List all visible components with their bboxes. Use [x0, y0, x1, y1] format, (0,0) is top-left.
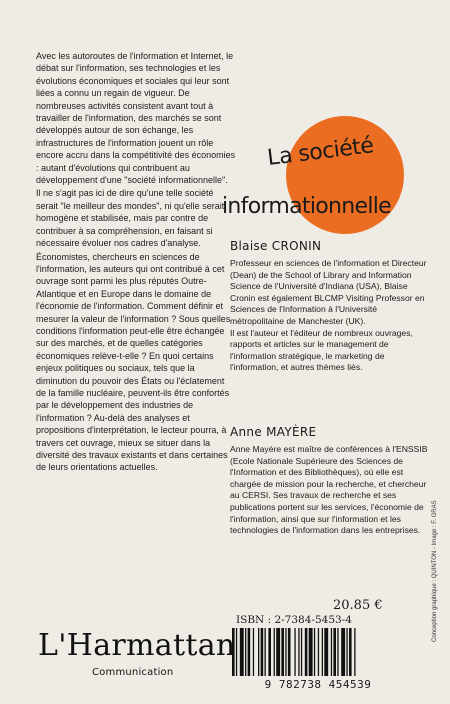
description-text [36, 50, 236, 475]
publisher-collection: Communication [92, 667, 174, 678]
barcode-bar [294, 628, 295, 676]
barcode-bars [228, 628, 408, 678]
barcode-bar [261, 628, 264, 676]
author-name: Anne MAYÈRE [230, 425, 317, 439]
description-paragraph: Il ne s'agit pas ici de dire qu'une telle société serait "le meilleur des mondes", ni qu'elle serait homogène et stabilisée, mais par contre de contribuer à sa compréhension, en faisant si nécessaire évoluer nos cadres d'analyse. [36, 188, 225, 249]
barcode-bar [285, 628, 286, 676]
author-block-cronin [230, 239, 430, 374]
barcode-bar [301, 628, 302, 676]
barcode-bar [240, 628, 244, 676]
barcode-bar [324, 628, 328, 676]
barcode-bar [349, 628, 352, 676]
barcode-bar [281, 628, 284, 676]
title-line-2: informationnelle [222, 194, 392, 219]
design-credit: Conception graphique : QUINTON - Image : F. GRAS [432, 500, 438, 642]
publisher-name: L'Harmattan [38, 628, 236, 663]
description-paragraph: Avec les autoroutes de l'information et Internet, le débat sur l'information, ses technologies et les évolutions économiques et sociales qui leur sont liées a connu un regain de vigueur. De nombreuses activités consistent avant tout à travailler de l'information, des marchés se sont développés autour de son échange, les infrastructures de l'information jouent un rôle encore accru dans la compétitivité des économies : autant d'évolutions qui contribuent au développement d'une "société informationnelle". [36, 51, 236, 186]
author-bio [230, 444, 430, 537]
barcode-bar [288, 628, 291, 676]
author-bio [230, 258, 430, 374]
barcode-bar [346, 628, 347, 676]
barcode-bar [276, 628, 280, 676]
barcode-bar [354, 628, 355, 676]
author-bio-paragraph: Professeur en sciences de l'information et Directeur (Dean) de the School of Library and Information Science de l'Université d'Indiana (USA), Blaise Cronin est également BLCMP Visiting Professor en Sciences de l'Information à l'Université métropolitaine de Manchester (UK). [230, 258, 427, 326]
barcode-bar [331, 628, 332, 676]
barcode-bar [245, 628, 246, 676]
barcode-bar [274, 628, 275, 676]
barcode-bar [337, 628, 338, 676]
author-bio-paragraph: Il est l'auteur et l'éditeur de nombreux ouvrages, rapports et articles sur le management de l'information stratégique, le marketing de l'information, et autres thèmes liés. [230, 327, 413, 373]
title-line-1: La société [265, 133, 375, 171]
barcode-bar [314, 628, 315, 676]
barcode-bar [341, 628, 345, 676]
barcode [228, 628, 408, 694]
price: 20.85 € [333, 598, 383, 613]
isbn: ISBN : 2-7384-5453-4 [236, 614, 352, 626]
description-paragraph: Économistes, chercheurs en sciences de l'information, les auteurs qui ont contribué à cet ouvrage sont parmi les plus réputés Outre-Atlantique et en Europe dans le domaine de l'économie de l'information. Comment définir et mesurer la valeur de l'information ? Sous quelles conditions l'information peut-elle être échangée sur des marchés, et de quelles catégories économiques relève-t-elle ? En quoi certains enjeux politiques ou sociaux, tels que la diminution du pouvoir des États ou l'éclatement de la famille nucléaire, peuvent-ils être confortés par le développement des industries de l'information ? Au-delà des analyses et propositions d'interprétation, le lecteur pourra, à travers cet ouvrage, mieux se situer dans la diversité des travaux existants et dans certaines de leurs orientations actuelles. [36, 251, 231, 473]
barcode-bar [265, 628, 266, 676]
barcode-bar [322, 628, 323, 676]
author-block-mayere [230, 425, 430, 537]
author-name: Blaise CRONIN [230, 239, 322, 253]
barcode-bar [318, 628, 319, 676]
barcode-bar [268, 628, 271, 676]
barcode-bar [298, 628, 299, 676]
barcode-bar [305, 628, 308, 676]
barcode-bar [258, 628, 259, 676]
publisher-logo [38, 628, 238, 688]
barcode-bar [248, 628, 251, 676]
barcode-bar [333, 628, 336, 676]
barcode-number: 9 782738 454539 [264, 678, 372, 691]
barcode-bar [309, 628, 313, 676]
barcode-bar [253, 628, 254, 676]
author-bio-paragraph: Anne Mayère est maître de conférences à l'ENSSIB (Ecole Nationale Supérieure des Sciences de l'Information et des Bibliothèques), où elle est chargée de mission pour la recherche, et chercheur au CERSI. Ses travaux de recherche et ses publications portent sur les services, l'économie de l'information, ainsi que sur l'information et les technologies de l'information dans les entreprises. [230, 444, 428, 536]
